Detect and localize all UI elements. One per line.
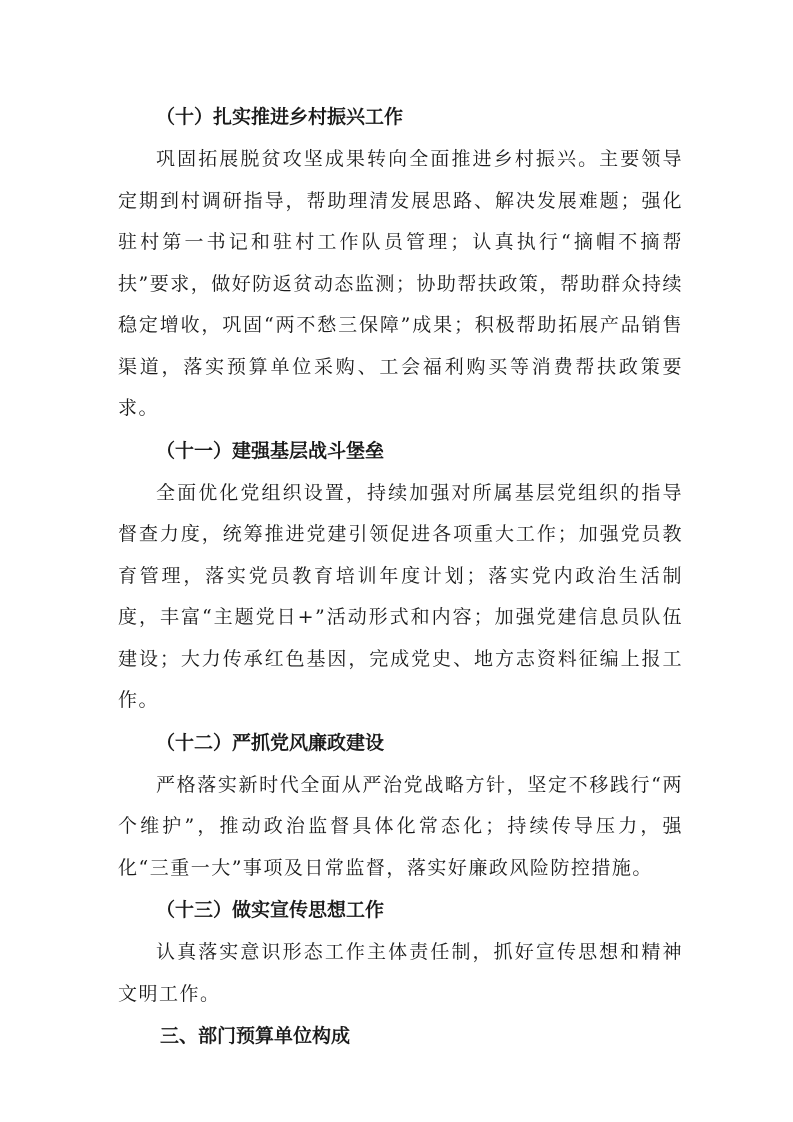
section-heading-10: （十）扎实推进乡村振兴工作 [156, 106, 404, 128]
section-heading-13: （十三）做实宣传思想工作 [156, 899, 385, 921]
document-content [118, 96, 683, 1058]
section-body-10: 巩固拓展脱贫攻坚成果转向全面推进乡村振兴。主要领导定期到村调研指导，帮助理清发展思路、解决发展难题；强化驻村第一书记和驻村工作队员管理；认真执行“摘帽不摘帮扶”要求，做好防返贫动态监测；协助帮扶政策，帮助群众持续稳定增收，巩固“两不愁三保障”成果；积极帮助拓展产品销售渠道，落实预算单位采购、工会福利购买等消费帮扶政策要求。 [118, 148, 683, 419]
section-body-13: 认真落实意识形态工作主体责任制，抓好宣传思想和精神文明工作。 [118, 941, 683, 1005]
section-body-12: 严格落实新时代全面从严治党战略方针，坚定不移践行“两个维护”，推动政治监督具体化常态化；持续传导压力，强化“三重一大”事项及日常监督，落实好廉政风险防控措施。 [118, 773, 683, 879]
section-heading-11: （十一）建强基层战斗堡垒 [156, 439, 385, 462]
chapter-heading-3: 三、部门预算单位构成 [160, 1025, 351, 1047]
section-body-11: 全面优化党组织设置，持续加强对所属基层党组织的指导督查力度，统筹推进党建引领促进各项重大工作；加强党员教育管理，落实党员教育培训年度计划；落实党内政治生活制度，丰富“主题党日+”活动形式和内容；加强党建信息员队伍建设；大力传承红色基因，完成党史、地方志资料征编上报工作。 [118, 481, 683, 711]
section-heading-12: （十二）严抓党风廉政建设 [156, 731, 385, 754]
